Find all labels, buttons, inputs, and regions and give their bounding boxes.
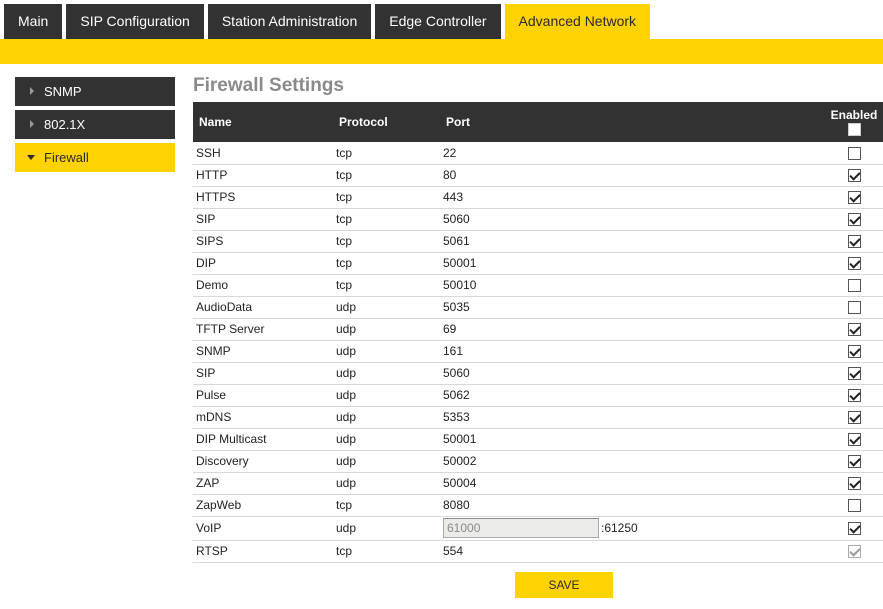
- table-row: [193, 142, 883, 164]
- port-cell: 50010: [440, 274, 825, 296]
- table-row: [193, 450, 883, 472]
- enabled-cell: [825, 428, 883, 450]
- port-cell: 50004: [440, 472, 825, 494]
- sidebar: [15, 77, 175, 176]
- enabled-cell: [825, 274, 883, 296]
- rule-name-cell: mDNS: [193, 406, 333, 428]
- enabled-cell: [825, 494, 883, 516]
- table-row: [193, 186, 883, 208]
- protocol-cell: udp: [333, 296, 440, 318]
- port-cell: 22: [440, 142, 825, 164]
- port-cell: 5060: [440, 208, 825, 230]
- protocol-cell: udp: [333, 406, 440, 428]
- rule-name-cell: Pulse: [193, 384, 333, 406]
- main-content: [193, 72, 883, 563]
- port-cell: 50001: [440, 428, 825, 450]
- table-row: [193, 230, 883, 252]
- table-header-row: [193, 102, 883, 142]
- enabled-checkbox[interactable]: [848, 213, 861, 226]
- table-row: [193, 252, 883, 274]
- rule-name-cell: SIP: [193, 362, 333, 384]
- sidebar-item-8021x[interactable]: [15, 110, 175, 139]
- header-accent-bar: [0, 39, 883, 64]
- table-row: [193, 540, 883, 562]
- rule-name-cell: RTSP: [193, 540, 333, 562]
- table-row: [193, 362, 883, 384]
- caret-right-icon: [30, 120, 34, 128]
- port-cell: 50002: [440, 450, 825, 472]
- table-row: [193, 384, 883, 406]
- protocol-cell: udp: [333, 384, 440, 406]
- table-row: [193, 340, 883, 362]
- caret-right-icon: [30, 87, 34, 95]
- rule-name-cell: Demo: [193, 274, 333, 296]
- rule-name-cell: SIPS: [193, 230, 333, 252]
- rule-name-cell: VoIP: [193, 516, 333, 540]
- page-title: Firewall Settings: [193, 75, 344, 96]
- port-cell: 5353: [440, 406, 825, 428]
- tab-station-administration[interactable]: Station Administration: [208, 4, 371, 39]
- enabled-checkbox[interactable]: [848, 235, 861, 248]
- protocol-cell: tcp: [333, 186, 440, 208]
- rule-name-cell: TFTP Server: [193, 318, 333, 340]
- protocol-cell: udp: [333, 428, 440, 450]
- enabled-checkbox[interactable]: [848, 499, 861, 512]
- protocol-cell: udp: [333, 472, 440, 494]
- port-cell: 443: [440, 186, 825, 208]
- protocol-cell: udp: [333, 362, 440, 384]
- port-cell: 50001: [440, 252, 825, 274]
- protocol-cell: tcp: [333, 208, 440, 230]
- table-row: [193, 406, 883, 428]
- enabled-header-label: Enabled: [830, 107, 878, 122]
- port-cell: 554: [440, 540, 825, 562]
- enabled-checkbox[interactable]: [848, 147, 861, 160]
- table-row: [193, 296, 883, 318]
- enabled-checkbox[interactable]: [848, 455, 861, 468]
- enabled-checkbox[interactable]: [848, 345, 861, 358]
- tab-advanced-network[interactable]: Advanced Network: [505, 4, 651, 39]
- column-header-port: Port: [446, 115, 470, 129]
- tab-main[interactable]: Main: [4, 4, 62, 39]
- protocol-cell: tcp: [333, 494, 440, 516]
- column-header-enabled: [825, 102, 883, 142]
- enabled-cell: [825, 450, 883, 472]
- rule-name-cell: ZapWeb: [193, 494, 333, 516]
- table-row: [193, 164, 883, 186]
- rule-name-cell: DIP Multicast: [193, 428, 333, 450]
- table-row: [193, 472, 883, 494]
- enabled-cell: [825, 406, 883, 428]
- enabled-cell: [825, 540, 883, 562]
- protocol-cell: tcp: [333, 540, 440, 562]
- enabled-checkbox[interactable]: [848, 257, 861, 270]
- enabled-checkbox[interactable]: [848, 367, 861, 380]
- firewall-table: [193, 102, 883, 563]
- port-cell: 5060: [440, 362, 825, 384]
- table-row: [193, 428, 883, 450]
- enabled-cell: [825, 208, 883, 230]
- enabled-checkbox[interactable]: [848, 191, 861, 204]
- enabled-checkbox[interactable]: [848, 279, 861, 292]
- protocol-cell: udp: [333, 318, 440, 340]
- enabled-cell: [825, 230, 883, 252]
- rule-name-cell: ZAP: [193, 472, 333, 494]
- sidebar-item-label: SNMP: [44, 84, 82, 99]
- enabled-checkbox[interactable]: [848, 389, 861, 402]
- column-header-name: Name: [199, 115, 232, 129]
- enabled-cell: [825, 472, 883, 494]
- enabled-cell: [825, 340, 883, 362]
- enabled-cell: [825, 296, 883, 318]
- protocol-cell: tcp: [333, 252, 440, 274]
- enabled-checkbox[interactable]: [848, 477, 861, 490]
- port-start-input[interactable]: 61000: [443, 518, 599, 538]
- protocol-cell: tcp: [333, 164, 440, 186]
- port-cell: 8080: [440, 494, 825, 516]
- firewall-table-body: [193, 142, 883, 562]
- enabled-checkbox: [848, 545, 861, 558]
- column-header-protocol: Protocol: [339, 115, 388, 129]
- sidebar-item-label: 802.1X: [44, 117, 86, 132]
- caret-down-icon: [27, 155, 35, 160]
- enabled-checkbox[interactable]: [848, 323, 861, 336]
- rule-name-cell: HTTP: [193, 164, 333, 186]
- table-row: [193, 516, 883, 540]
- protocol-cell: tcp: [333, 274, 440, 296]
- rule-name-cell: Discovery: [193, 450, 333, 472]
- port-cell: 5062: [440, 384, 825, 406]
- tab-edge-controller[interactable]: Edge Controller: [375, 4, 500, 39]
- enabled-checkbox[interactable]: [848, 433, 861, 446]
- port-cell: 80: [440, 164, 825, 186]
- sidebar-item-label: Firewall: [44, 150, 89, 165]
- table-row: [193, 274, 883, 296]
- table-row: [193, 494, 883, 516]
- port-cell: 5061: [440, 230, 825, 252]
- protocol-cell: udp: [333, 450, 440, 472]
- enabled-cell: [825, 186, 883, 208]
- port-cell: 69: [440, 318, 825, 340]
- enabled-cell: [825, 164, 883, 186]
- protocol-cell: udp: [333, 516, 440, 540]
- protocol-cell: tcp: [333, 230, 440, 252]
- enable-all-checkbox[interactable]: [848, 123, 861, 136]
- tab-sip-configuration[interactable]: SIP Configuration: [66, 4, 203, 39]
- rule-name-cell: SIP: [193, 208, 333, 230]
- rule-name-cell: DIP: [193, 252, 333, 274]
- table-row: [193, 208, 883, 230]
- save-button[interactable]: SAVE: [515, 572, 613, 598]
- enabled-cell: [825, 516, 883, 540]
- enabled-checkbox[interactable]: [848, 411, 861, 424]
- protocol-cell: tcp: [333, 142, 440, 164]
- sidebar-item-firewall[interactable]: [15, 143, 175, 172]
- rule-name-cell: SNMP: [193, 340, 333, 362]
- enabled-cell: [825, 362, 883, 384]
- port-end-label: :61250: [601, 521, 638, 535]
- enabled-checkbox[interactable]: [848, 301, 861, 314]
- port-cell: 161: [440, 340, 825, 362]
- sidebar-item-snmp[interactable]: [15, 77, 175, 106]
- port-range-cell: [440, 516, 825, 540]
- enabled-cell: [825, 142, 883, 164]
- rule-name-cell: HTTPS: [193, 186, 333, 208]
- enabled-checkbox[interactable]: [848, 522, 861, 535]
- rule-name-cell: AudioData: [193, 296, 333, 318]
- protocol-cell: udp: [333, 340, 440, 362]
- enabled-checkbox[interactable]: [848, 169, 861, 182]
- table-row: [193, 318, 883, 340]
- enabled-cell: [825, 318, 883, 340]
- enabled-cell: [825, 384, 883, 406]
- port-cell: 5035: [440, 296, 825, 318]
- enabled-cell: [825, 252, 883, 274]
- rule-name-cell: SSH: [193, 142, 333, 164]
- top-tab-bar: [4, 4, 654, 39]
